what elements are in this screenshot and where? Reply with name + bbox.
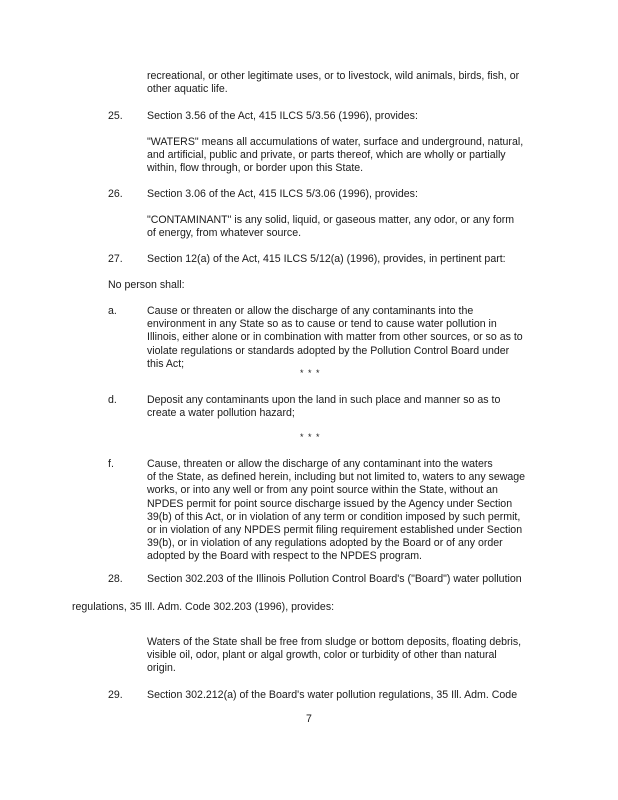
para-26-text: Section 3.06 of the Act, 415 ILCS 5/3.06 (1996), provides: — [147, 188, 418, 200]
para-29-text: Section 302.212(a) of the Board's water pollution regulations, 35 Ill. Adm. Code — [147, 689, 518, 701]
para-27-text: Section 12(a) of the Act, 415 ILCS 5/12(a) (1996), provides, in pertinent part: — [147, 253, 506, 265]
para-28-quote: Waters of the State shall be free from sludge or bottom deposits, floating debris, visible oil, odor, plant or algal growth, color or turbidity of other than natural origin. — [147, 636, 522, 675]
para-25-text: Section 3.56 of the Act, 415 ILCS 5/3.56 (1996), provides: — [147, 110, 418, 122]
item-d-letter: d. — [108, 394, 117, 406]
para-28-number: 28. — [108, 573, 123, 585]
ellipsis-stars: * * * — [300, 368, 321, 378]
item-d-text: Deposit any contaminants upon the land in such place and manner so as to create a water pollution hazard; — [147, 394, 501, 420]
page-number: 7 — [306, 713, 312, 725]
para-28-text-line1: Section 302.203 of the Illinois Pollution Control Board's ("Board") water pollution — [147, 573, 522, 585]
continuation-text: recreational, or other legitimate uses, or to livestock, wild animals, birds, fish, or other aquatic life. — [147, 70, 520, 96]
item-f-text: Cause, threaten or allow the discharge of any contaminant into the waters of the State, as defined herein, including but not limited to, waters to any sewage works, or into any well or from any point source within the State, without an NPDES permit for point source discharge issued by the Agency under Section 39(b) of this Act, or in violation of any term or condition imposed by such permit, or in violation of any NPDES permit filing requirement established under Section 39(b), or in violation of any regulations adopted by the Board or of any order adopted by the Board with respect to the NPDES program. — [147, 458, 526, 563]
para-28-text-line2: regulations, 35 Ill. Adm. Code 302.203 (1996), provides: — [72, 601, 335, 613]
item-f-letter: f. — [108, 458, 114, 470]
para-29-number: 29. — [108, 689, 123, 701]
para-25-quote: "WATERS" means all accumulations of water, surface and underground, natural, and artificial, public and private, or parts thereof, which are wholly or partially within, flow through, or border upon this State. — [147, 136, 524, 175]
para-25-number: 25. — [108, 110, 123, 122]
para-26-quote: "CONTAMINANT" is any solid, liquid, or gaseous matter, any odor, or any form of energy, from whatever source. — [147, 214, 515, 240]
para-27-number: 27. — [108, 253, 123, 265]
para-26-number: 26. — [108, 188, 123, 200]
para-27-intro: No person shall: — [108, 279, 185, 291]
item-a-letter: a. — [108, 305, 117, 317]
item-a-text: Cause or threaten or allow the discharge of any contaminants into the environment in any State so as to cause or tend to cause water pollution in Illinois, either alone or in combination with matter from other sources, or so as to violate regulations or standards adopted by the Pollution Control Board under this Act; — [147, 305, 523, 370]
ellipsis-stars: * * * — [300, 432, 321, 442]
